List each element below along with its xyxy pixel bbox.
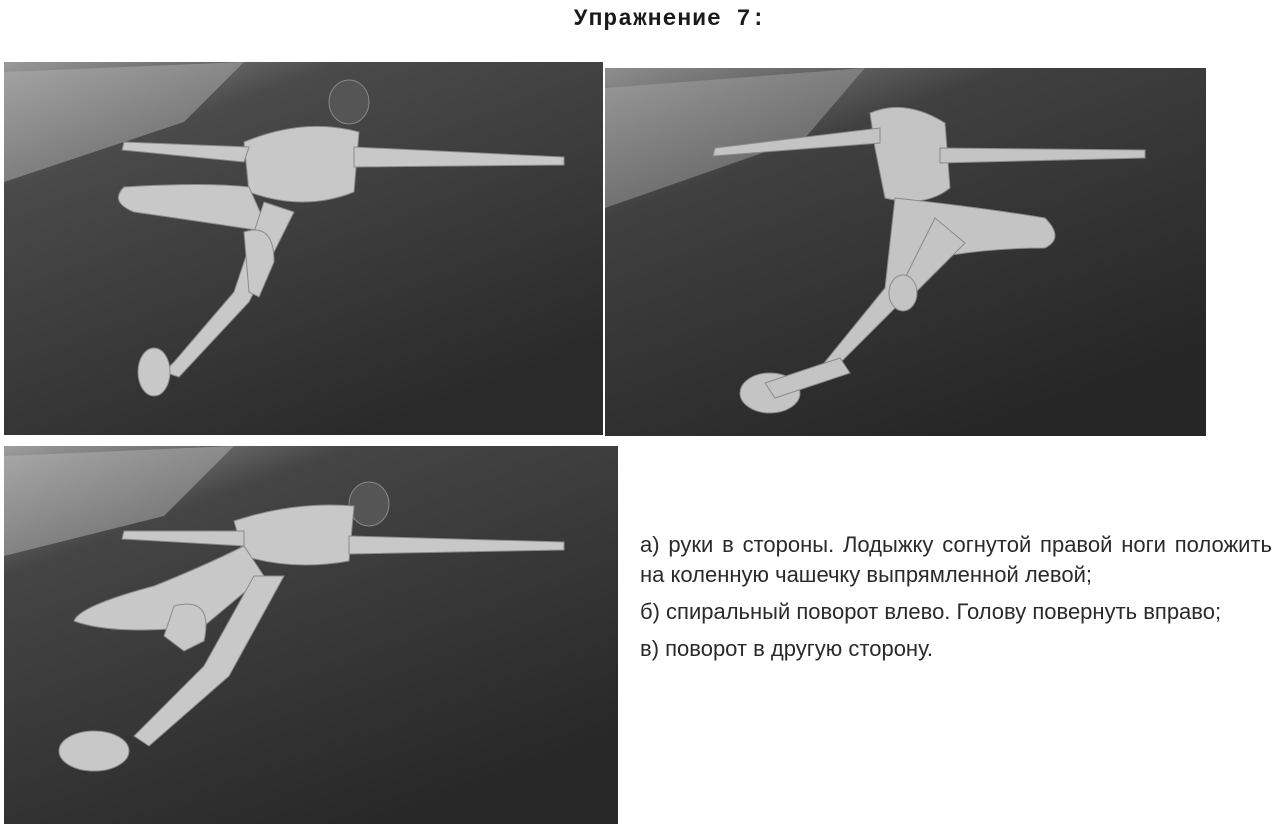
exercise-photo-icon bbox=[4, 62, 603, 435]
photo-step-c bbox=[4, 446, 618, 824]
exercise-photo-icon bbox=[605, 68, 1206, 436]
exercise-title: Упражнение 7: bbox=[573, 6, 767, 32]
instruction-step-c: в) поворот в другую сторону. bbox=[640, 636, 933, 661]
photo-step-b bbox=[605, 68, 1206, 436]
instruction-step-b: б) спиральный поворот влево. Голову повернуть вправо; bbox=[640, 599, 1222, 624]
exercise-instructions bbox=[640, 530, 1272, 671]
instruction-step-a: а) руки в стороны. Лодыжку согнутой правой ноги положить на коленную чашечку выпрямленной левой; bbox=[640, 532, 1272, 587]
exercise-photo-icon bbox=[4, 446, 618, 824]
photo-step-a bbox=[4, 62, 603, 435]
